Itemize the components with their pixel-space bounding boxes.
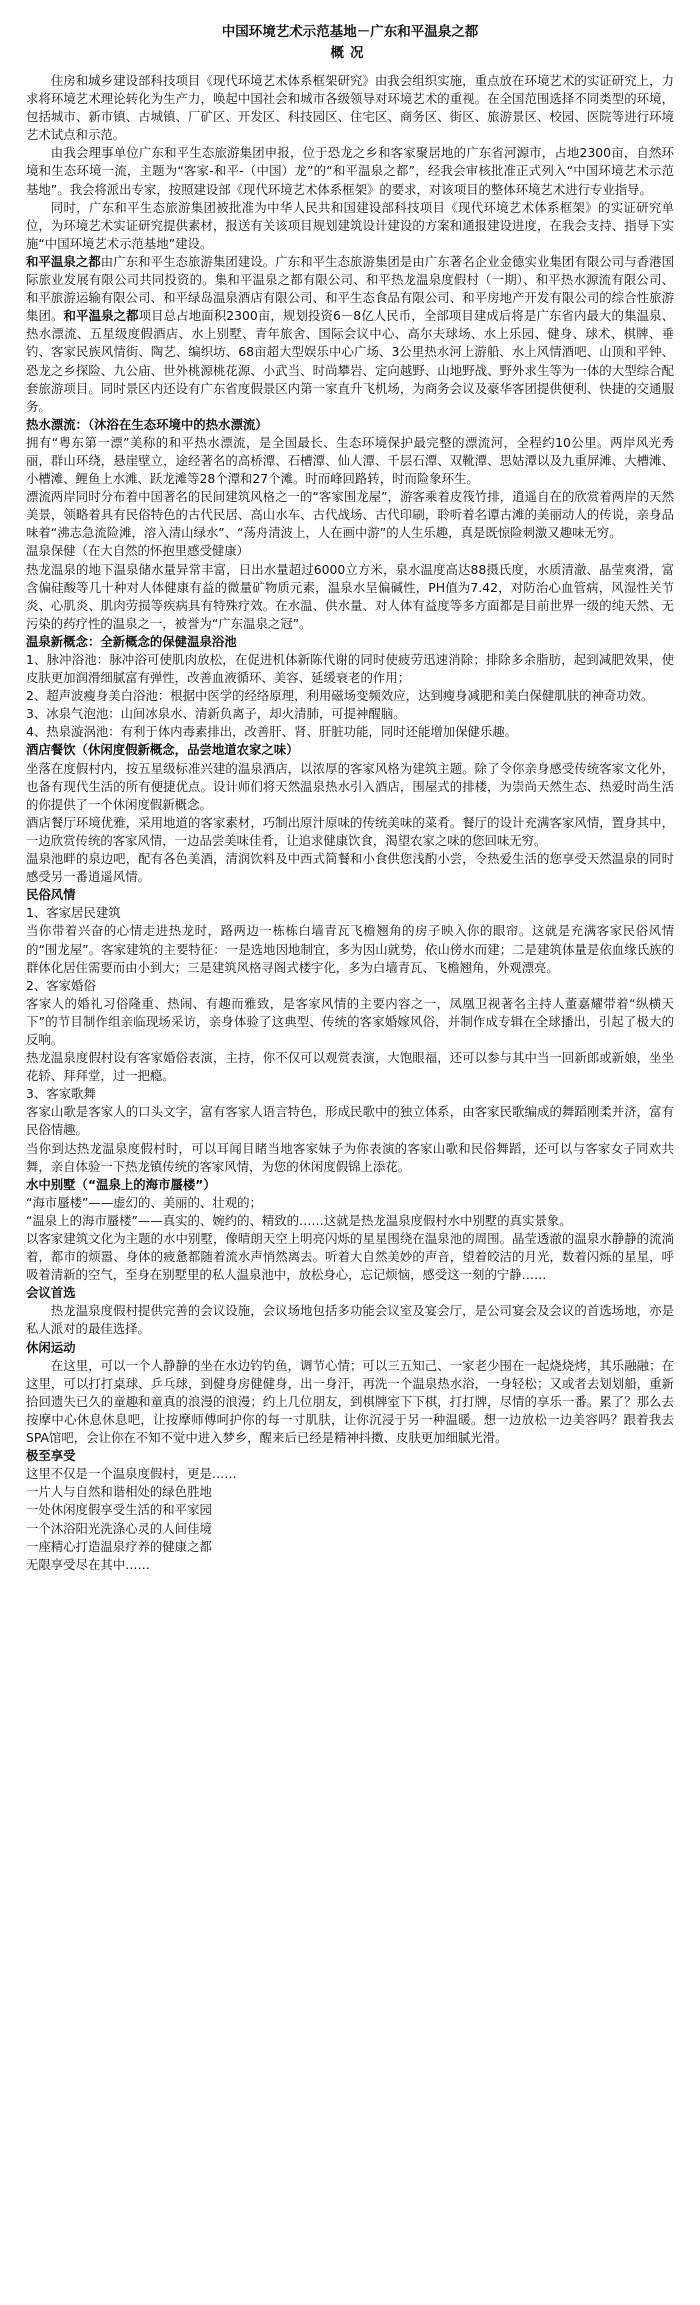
- leisure-heading: 休闲运动: [26, 1339, 76, 1355]
- enjoy-heading: 极至享受: [26, 1448, 76, 1464]
- villa-paragraph: “温泉上的海市蜃楼”——真实的、婉约的、精致的……这就是热龙温泉度假村水中别墅的真实景象。: [26, 1212, 572, 1228]
- villa-paragraph: “海市蜃楼”——虚幻的、美丽的、壮观的；: [26, 1194, 262, 1210]
- intro-paragraph: 由我会理事单位广东和平生态旅游集团申报，位于恐龙之乡和客家聚居地的广东省河源市，占地2300亩，自然环境和生态环境一流，主题为“客家-和平-（中国）龙”的“和平温泉之都”，经我会审核批准正式列入“中国环境艺术示范基地”。我会将派出专家，按照建设部《现代环境艺术体系框架》的要求，对该项目的整体环境艺术进行专业指导。: [26, 145, 674, 197]
- villa-paragraph: 以客家建筑文化为主题的水中别墅，像晴朗天空上明亮闪烁的星星围绕在温泉池的周围。晶莹透澈的温泉水静静的流淌着，都市的烦嚣、身体的疲惫都随着流水声悄然离去。听着大自然美妙的声音，望着皎洁的月光，数着闪烁的星星，呼吸着清新的空气，至身在别墅里的私人温泉池中，放松身心，忘记烦恼，感受这一刻的宁静……: [26, 1231, 674, 1283]
- folk-subheading: 1、客家居民建筑: [26, 905, 121, 921]
- spring-heading: 温泉保健（在大自然的怀抱里感受健康）: [26, 543, 250, 559]
- developer-text: 由广东和平生态旅游集团建设。广东和平生态旅游集团是由广东著名企业金德实业集团有限公司与香港国际旅业发展有限公司共同投资的。集和平温泉之都有限公司、和平热龙温泉度假村（一期）、和平热水源流有限公司、和平旅游运输有限公司、和平绿岛温泉酒店有限公司、和平生态食品有限公司、和平房地产开发有限公司的综合性旅游集团。: [26, 253, 675, 324]
- enjoy-line: 无限享受尽在其中……: [26, 1556, 150, 1572]
- developer-paragraph: [26, 253, 674, 416]
- concept-item: 3、冰泉气泡池：山间冰泉水、清新负离子，却火清肺，可提神醒脑。: [26, 706, 406, 722]
- folk-subheading: 2、客家婚俗: [26, 977, 96, 993]
- developer-label-2: 和平温泉之都: [63, 308, 139, 324]
- intro-paragraph: 同时，广东和平生态旅游集团被批准为中华人民共和国建设部科技项目《现代环境艺术体系框架》的实证研究单位，为环境艺术实证研究提供素材，报送有关该项目规划建筑设计建设的方案和通报建设进度，在我会支持、指导下实施“中国环境艺术示范基地”建设。: [26, 199, 674, 251]
- concept-item: 2、超声波瘦身美白浴池：根据中医学的经络原理，利用磁场变频效应，达到瘦身减肥和美白保健肌肤的神奇功效。: [26, 688, 654, 704]
- spring-paragraph: 热龙温泉的地下温泉储水量异常丰富，日出水量超过6000立方米，泉水温度高达88摄氏度，水质清澈、晶莹爽滑，富含偏硅酸等几十种对人体健康有益的微量矿物质元素，温泉水呈偏碱性，PH值为7.42，对防治心血管病，风湿性关节炎、心肌炎、肌肉劳损等疾病具有特殊疗效。在水温、供水量、对人体有益度等多方面都是目前世界一级的纯天然、无污染的药疗性的温泉之一，被誉为“广东温泉之冠”。: [26, 561, 674, 631]
- folk-paragraph: 当你带着兴奋的心情走进热龙时，路两边一栋栋白墙青瓦飞檐翘角的房子映入你的眼帘。这就是充满客家民俗风情的“围龙屋”。客家建筑的主要特征：一是选地因地制宜，多为因山就势，依山傍水而建；二是建筑体量是依血缘氏族的群体化居住需要而由小到大；三是建筑风格寻阁式楼宇化，多为白墙青瓦、飞檐翘角，外观漂亮。: [26, 923, 674, 975]
- document-subtitle: 概况: [330, 45, 370, 61]
- meeting-heading: 会议首选: [26, 1285, 76, 1301]
- folk-paragraph: 当你到达热龙温泉度假村时，可以耳闻目睹当地客家妹子为你表演的客家山歌和民俗舞蹈，还可以与客家女子同欢共舞，亲自体验一下热龙镇传统的客家风情，为您的休闲度假锦上添花。: [26, 1140, 674, 1174]
- document-title: 中国环境艺术示范基地－广东和平温泉之都: [221, 24, 479, 40]
- rafting-paragraph: 漂流两岸同时分布着中国著名的民间建筑风格之一的“客家围龙屋”，游客乘着皮筏竹排，逍遥自在的欣赏着两岸的天然美景，领略着具有民俗特色的古代民居、高山水车、古代战场、古代印刷，聆听着名谭古滩的美丽动人的传说，亲身品味着“沸志急流险滩，溶入清山绿水”、“荡舟清波上，人在画中游”的人生乐趣，真是既惊险刺激又趣味无穷。: [26, 489, 674, 541]
- developer-text-2: 项目总占地面积2300亩，规划投资6－8亿人民币，全部项目建成后将是广东省内最大的集温泉、热水漂流、五星级度假酒店、水上别墅、青年旅舍、国际会议中心、高尔夫球场、水上乐园、健身、球术、棋牌、垂钓、客家民族风情街、陶艺、编织坊、68亩超大型娱乐中心广场、3公里热水河上游船、水上风情酒吧、山顶和平钟、恐龙之乡探险、九公庙、世外桃源桃花源、小武当、时尚攀岩、定向越野、山地野战、野外求生等为一体的大型综合配套旅游项目。同时景区内还设有广东省度假景区内第一家直升飞机场，为商务会议及豪华客团提供便利、快捷的交通服务。: [26, 308, 674, 414]
- enjoy-line: 这里不仅是一个温泉度假村，更是……: [26, 1466, 237, 1482]
- developer-label: 和平温泉之都: [26, 253, 101, 269]
- leisure-paragraph: 在这里，可以一个人静静的坐在水边钓钓鱼，调节心情；可以三五知己、一家老少围在一起烧烧烤，其乐融融；在这里，可以打打桌球、乒乓球，到健身房健健身，出一身汗，再洗一个温泉热水浴，一身轻松；又或者去划划船，重新拾回遗失已久的童趣和童真的浪漫的浪漫；约上几位朋友，到棋牌室下下棋，打打牌，尽情的享乐一番。累了？那么去按摩中心休息休息吧，让按摩师傅呵护你的每一寸肌肤，让你沉浸于另一种温暖。想一边放松一边美容吗？跟着我去SPA馆吧，会让你在不知不觉中进入梦乡，醒来后已经是精神抖擞、皮肤更加细腻光滑。: [26, 1357, 674, 1446]
- folk-subheading: 3、客家歌舞: [26, 1086, 96, 1102]
- dining-heading: 酒店餐饮（休闲度假新概念，品尝地道农家之味）: [26, 742, 299, 758]
- villa-heading: 水中别墅（“温泉上的海市蜃楼”）: [26, 1176, 216, 1192]
- folk-heading: 民俗风情: [26, 887, 76, 903]
- rafting-heading: 热水漂流：（沐浴在生态环境中的热水漂流）: [26, 416, 268, 432]
- folk-paragraph: 客家山歌是客家人的口头文字，富有客家人语言特色，形成民歌中的独立体系，由客家民歌编成的舞蹈刚柔并济，富有民俗情趣。: [26, 1104, 674, 1138]
- enjoy-line: 一个沐浴阳光洗涤心灵的人间佳境: [26, 1520, 212, 1536]
- intro-paragraph: 住房和城乡建设部科技项目《现代环境艺术体系框架研究》由我会组织实施，重点放在环境艺术的实证研究上，力求将环境艺术理论转化为生产力，唤起中国社会和城市各级领导对环境艺术的重视。在全国范围选择不同类型的环境，包括城市、新市镇、古城镇、厂矿区、开发区、科技园区、住宅区、商务区、街区、旅游景区、校园、医院等进行环境艺术试点和示范。: [26, 73, 674, 143]
- enjoy-line: 一处休闲度假享受生活的和平家园: [26, 1502, 212, 1518]
- concept-item: 4、热泉漩涡池：有利于体内毒素排出，改善肝、肾、肝脏功能，同时还能增加保健乐趣。: [26, 724, 518, 740]
- folk-paragraph: 客家人的婚礼习俗隆重、热闹、有趣而雅致，是客家风情的主要内容之一，凤凰卫视著名主持人董嘉耀带着“纵横天下”的节目制作组亲临现场采访，亲身体验了这典型、传统的客家婚嫁风俗，并制作成专辑在全球播出，引起了极大的反响。: [26, 995, 674, 1047]
- meeting-paragraph: 热龙温泉度假村提供完善的会议设施，会议场地包括多功能会议室及宴会厅，是公司宴会及会议的首选场地，亦是私人派对的最佳选择。: [26, 1303, 674, 1337]
- concept-item: 1、脉冲浴池：脉冲浴可使肌肉放松，在促进机体新陈代谢的同时使疲劳迅速消除；排除多余脂肪，起到减肥效果，使皮肤更加润滑细腻富有弹性，改善血液循环、美容、延缓衰老的作用；: [26, 652, 674, 686]
- enjoy-line: 一座精心打造温泉疗养的健康之都: [26, 1538, 212, 1554]
- enjoy-line: 一片人与自然和谐相处的绿色胜地: [26, 1484, 212, 1500]
- rafting-paragraph: 拥有“粤东第一漂”美称的和平热水漂流，是全国最长、生态环境保护最完整的漂流河，全程约10公里。两岸风光秀丽，群山环绕，悬崖壁立，途经著名的高桥潭、石槽潭、仙人潭、千层石潭、双靴潭、思姑潭以及九重屏滩、大槽滩、小槽滩、鲤鱼上水滩、跃龙滩等28个潭和27个滩。时而峰回路转，时而险象环生。: [26, 434, 674, 487]
- dining-paragraph: 坐落在度假村内，按五星级标准兴建的温泉酒店，以浓厚的客家风格为建筑主题。除了令你亲身感受传统客家文化外，也备有现代生活的所有便捷优点。设计师们将天然温泉热水引入酒店，围屋式的排楼，为崇尚天然生态、热爱时尚生活的你提供了一个休闲度假新概念。: [26, 760, 674, 812]
- folk-paragraph: 热龙温泉度假村设有客家婚俗表演，主持，你不仅可以观赏表演，大饱眼福，还可以参与其中当一回新郎或新娘，坐坐花轿、拜拜堂，过一把瘾。: [26, 1050, 674, 1084]
- dining-paragraph: 酒店餐厅环境优雅，采用地道的客家素材，巧制出原汁原味的传统美味的菜肴。餐厅的设计充满客家风情，置身其中，一边欣赏传统的客家风情，一边品尝美味佳肴，让追求健康饮食，渴望农家之味的您回味无穷。: [26, 814, 674, 848]
- concept-heading: 温泉新概念：全新概念的保健温泉浴池: [26, 633, 237, 649]
- enjoy-lines: [26, 1465, 674, 1574]
- dining-paragraph: 温泉池畔的泉边吧，配有各色美酒，清润饮料及中西式简餐和小食供您浅酌小尝，令热爱生活的您享受天然温泉的同时感受另一番逍遥风情。: [26, 851, 674, 885]
